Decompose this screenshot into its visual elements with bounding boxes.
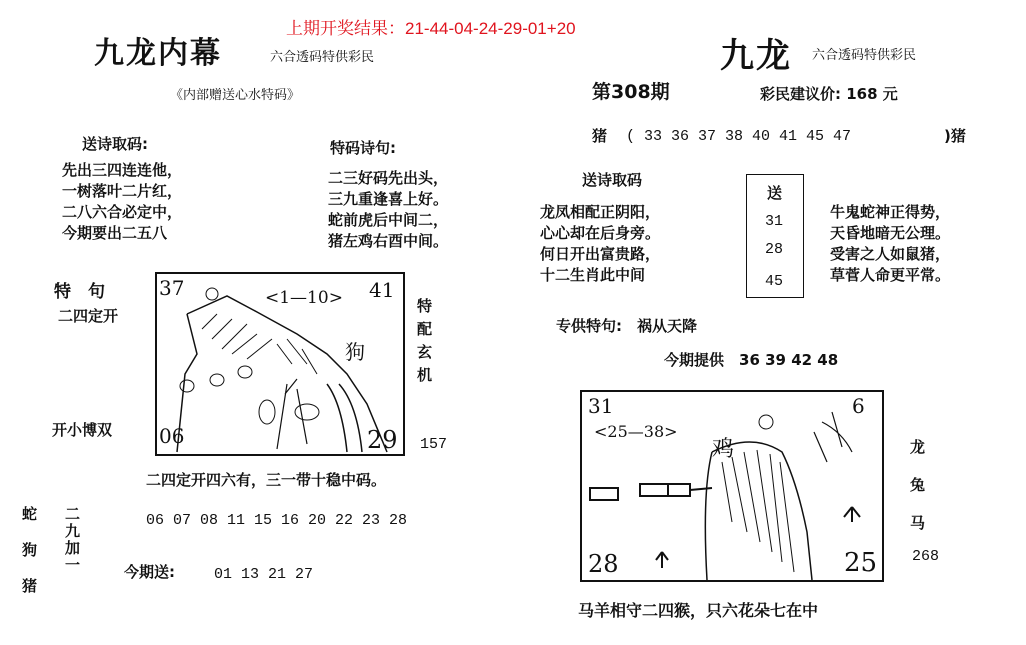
right-side-animals [910,428,925,542]
send-box [746,174,804,298]
side-animal: 龙 [910,438,926,456]
right-sketch [582,392,882,580]
left-pic-top-right: 41 [369,278,395,302]
te-ju-label: 特 句 [54,282,105,302]
zodiac-item: 猪 [22,577,38,595]
right-poem [540,202,660,286]
left-side-vertical: 特配玄机 [415,298,433,390]
pig-nums: ( 33 36 37 38 40 41 45 47 [626,128,852,145]
right-pic-top-right: 6 [852,394,865,418]
er-jiu-vertical: 二九加一 [63,506,81,574]
right-bottom-line: 马羊相守二四猴，只六花朵七在中 [578,601,819,620]
left-title: 九龙内幕 [94,36,222,71]
left-special-poem [328,168,448,252]
price-note: 彩民建议价: 168 元 [760,85,898,103]
issue-number: 第308期 [592,81,670,103]
right-poem-line: 龙凤相配正阴阳， [540,203,661,221]
right-poem-line: 十二生肖此中间 [540,266,646,284]
right-poem2 [830,202,950,286]
side-animal: 兔 [910,476,926,494]
special-poem-line: 二三好码先出头， [328,169,449,187]
left-poem-heading: 送诗取码: [82,135,148,153]
left-gift-note: 《内部赠送心水特码》 [170,88,301,103]
left-zodiac [22,496,37,604]
right-pic-bottom-right: 25 [844,548,878,578]
left-special-heading: 特码诗句: [330,139,396,157]
left-picture-box [155,272,405,456]
right-poem2-line: 天昏地暗无公理。 [830,224,951,242]
right-pic-top-left: 31 [588,394,614,418]
left-poem [62,160,182,244]
special-poem-line: 蛇前虎后中间二， [328,211,449,229]
left-pic-top-left: 37 [159,276,185,300]
left-side-num: 157 [420,436,448,453]
today-nums: 01 13 21 27 [214,566,314,583]
right-poem-line: 心心却在后身旁。 [540,224,661,242]
left-line1: 二四定开四六有，三一带十稳中码。 [146,471,387,489]
kai-xiao-label: 开小博双 [52,421,113,439]
send-box-num: 28 [765,241,784,258]
right-pic-animal: 鸡 [712,437,735,462]
right-pic-bottom-left: 28 [588,550,619,578]
special-sentence: 专供特句: 祸从天降 [556,317,697,335]
send-box-num: 31 [765,213,784,230]
right-poem2-line: 草菅人命更平常。 [830,266,951,284]
today-provide: 今期提供 36 39 42 48 [664,351,839,369]
left-pic-range: <1—10> [265,288,343,308]
right-poem-line: 何日开出富贵路， [540,245,661,263]
pig-left: 猪 [592,127,608,145]
zodiac-item: 狗 [22,541,38,559]
left-pic-bottom-right: 29 [367,426,398,454]
special-poem-line: 猪左鸡右酉中间。 [328,232,449,250]
right-poem2-line: 牛鬼蛇神正得势， [830,203,951,221]
right-poem2-line: 受害之人如鼠猪， [830,245,951,263]
zodiac-item: 蛇 [22,505,38,523]
left-poem-line: 今期要出二五八 [62,224,168,242]
today-label: 今期送: [124,563,175,581]
right-subtitle: 六合透码特供彩民 [812,48,917,63]
send-box-label: 送 [767,184,783,202]
left-numbers: 06 07 08 11 15 16 20 22 23 28 [146,512,408,529]
special-poem-line: 三九重逢喜上好。 [328,190,449,208]
left-pic-animal: 狗 [345,340,365,364]
left-poem-line: 先出三四连连他， [62,161,183,179]
last-result-header: 上期开奖结果：21-44-04-24-29-01+20 [286,19,576,38]
er-si-label: 二四定开 [58,307,119,325]
pig-right: )猪 [944,127,966,145]
side-animal: 马 [910,514,926,532]
left-pic-bottom-left: 06 [159,424,185,448]
right-pic-range: <25—38> [594,422,678,441]
send-box-num: 45 [765,273,784,290]
left-subtitle: 六合透码特供彩民 [270,50,375,65]
right-title: 九龙 [720,36,792,76]
left-poem-line: 一树落叶二片红， [62,182,183,200]
left-poem-line: 二八六合必定中， [62,203,183,221]
right-poem-heading: 送诗取码 [582,171,643,189]
right-side-num: 268 [912,548,940,565]
right-picture-box [580,390,884,582]
